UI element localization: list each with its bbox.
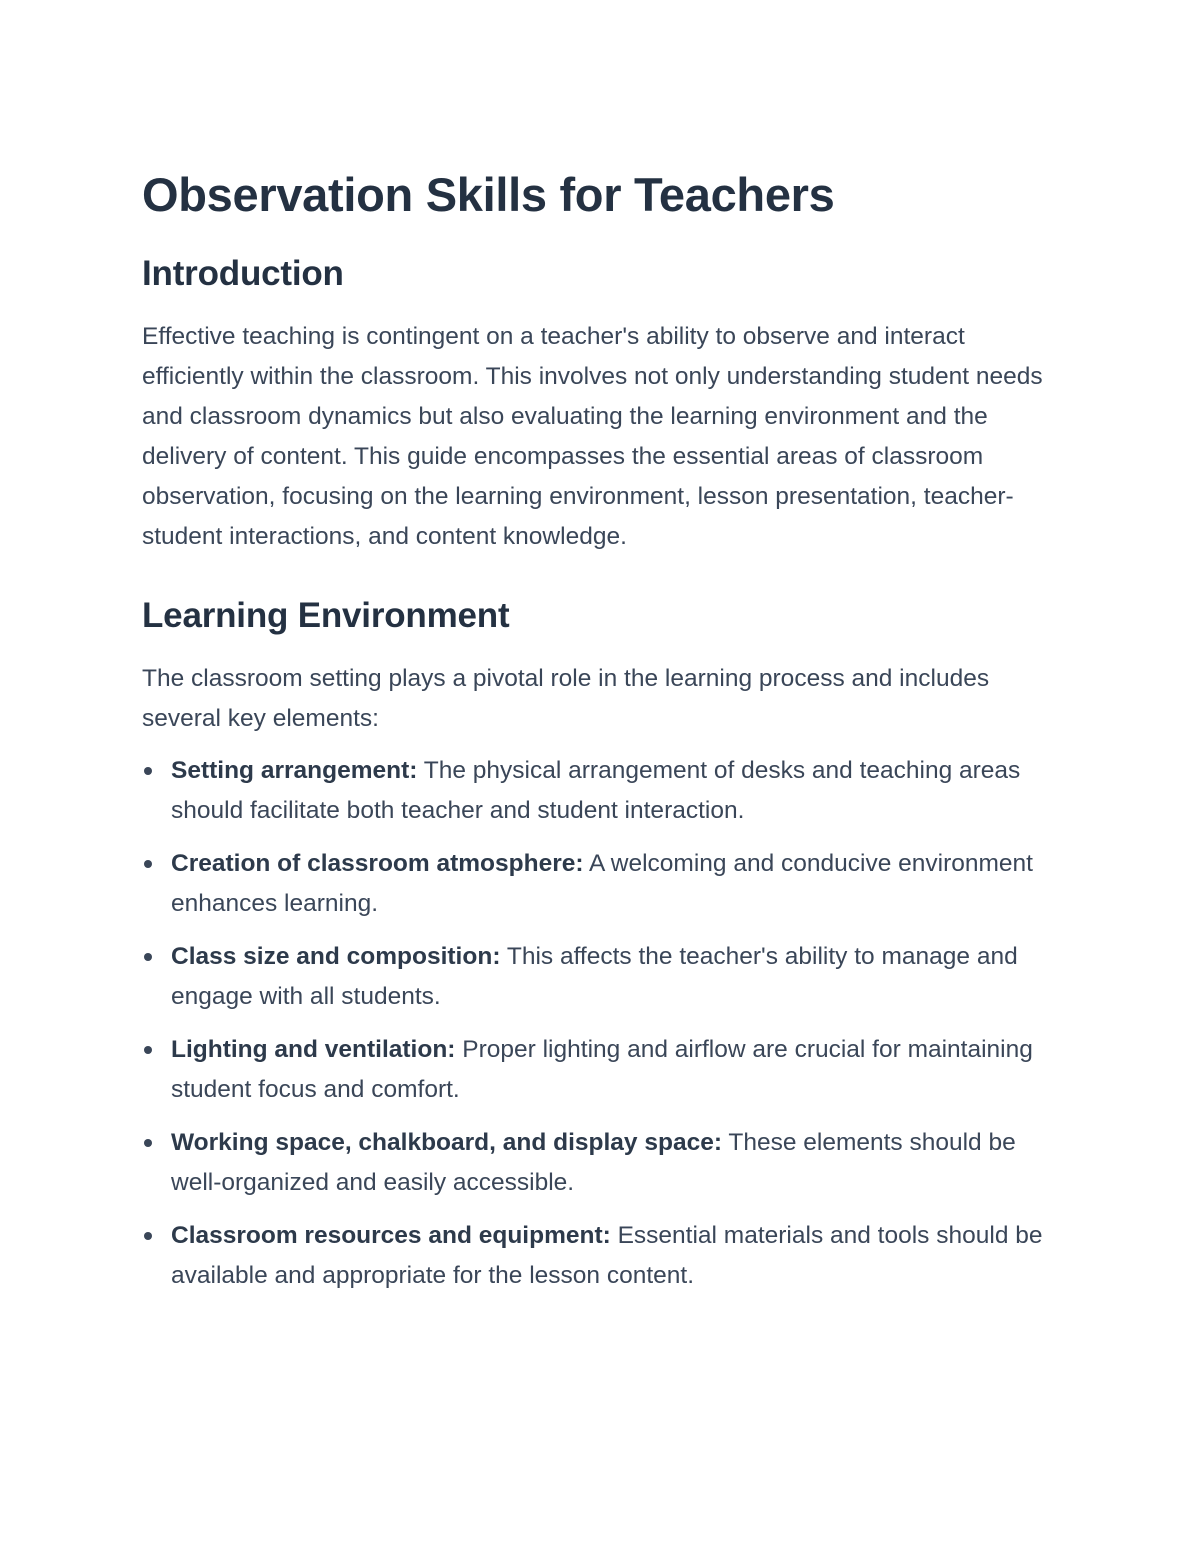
list-item-separator: : xyxy=(713,1129,722,1156)
list-item xyxy=(142,751,1062,831)
list-item-text: Essential materials and tools should be available and appropriate for the lesson content. xyxy=(171,1222,1043,1289)
list-item xyxy=(142,1030,1062,1110)
list-item-term: Classroom resources and equipment xyxy=(171,1222,603,1249)
section-heading-introduction: Introduction xyxy=(142,254,344,293)
list-item-text: Proper lighting and airflow are crucial for maintaining student focus and comfort. xyxy=(171,1036,1033,1103)
list-item-separator: : xyxy=(447,1036,456,1063)
list-item xyxy=(142,937,1062,1017)
bullet-icon xyxy=(144,767,152,775)
bullet-icon xyxy=(144,1232,152,1240)
list-item-text: The physical arrangement of desks and teaching areas should facilitate both teacher and student interaction. xyxy=(171,757,1021,824)
list-item xyxy=(142,1123,1062,1203)
document-page xyxy=(142,163,1062,1309)
section-heading-learning-environment: Learning Environment xyxy=(142,596,510,635)
learning-environment-list xyxy=(142,751,1062,1296)
list-item-term: Class size and composition xyxy=(171,943,493,970)
list-item-text: These elements should be well-organized and easily accessible. xyxy=(171,1129,1016,1196)
list-item-term: Setting arrangement xyxy=(171,757,410,784)
list-item-separator: : xyxy=(492,943,501,970)
list-item-text: This affects the teacher's ability to manage and engage with all students. xyxy=(171,943,1018,1010)
list-item-term: Creation of classroom atmosphere xyxy=(171,850,576,877)
list-item-separator: : xyxy=(575,850,584,877)
list-item-term: Working space, chalkboard, and display space xyxy=(171,1129,714,1156)
introduction-paragraph: Effective teaching is contingent on a teacher's ability to observe and interact efficiently within the classroom. This involves not only understanding student needs and classroom dynamics but also evaluating the learning environment and the delivery of content. This guide encompasses the essential areas of classroom observation, focusing on the learning environment, lesson presentation, teacher-student interactions, and content knowledge. xyxy=(142,323,1043,550)
bullet-icon xyxy=(144,1046,152,1054)
document-title: Observation Skills for Teachers xyxy=(142,168,835,221)
bullet-icon xyxy=(144,1139,152,1147)
bullet-icon xyxy=(144,953,152,961)
list-item xyxy=(142,1216,1062,1296)
bullet-icon xyxy=(144,860,152,868)
list-item-text: A welcoming and conducive environment enhances learning. xyxy=(171,850,1033,917)
list-item-separator: : xyxy=(602,1222,611,1249)
learning-environment-paragraph: The classroom setting plays a pivotal role in the learning process and includes several key elements: xyxy=(142,665,990,732)
list-item xyxy=(142,844,1062,924)
list-item-separator: : xyxy=(409,757,418,784)
list-item-term: Lighting and ventilation xyxy=(171,1036,448,1063)
